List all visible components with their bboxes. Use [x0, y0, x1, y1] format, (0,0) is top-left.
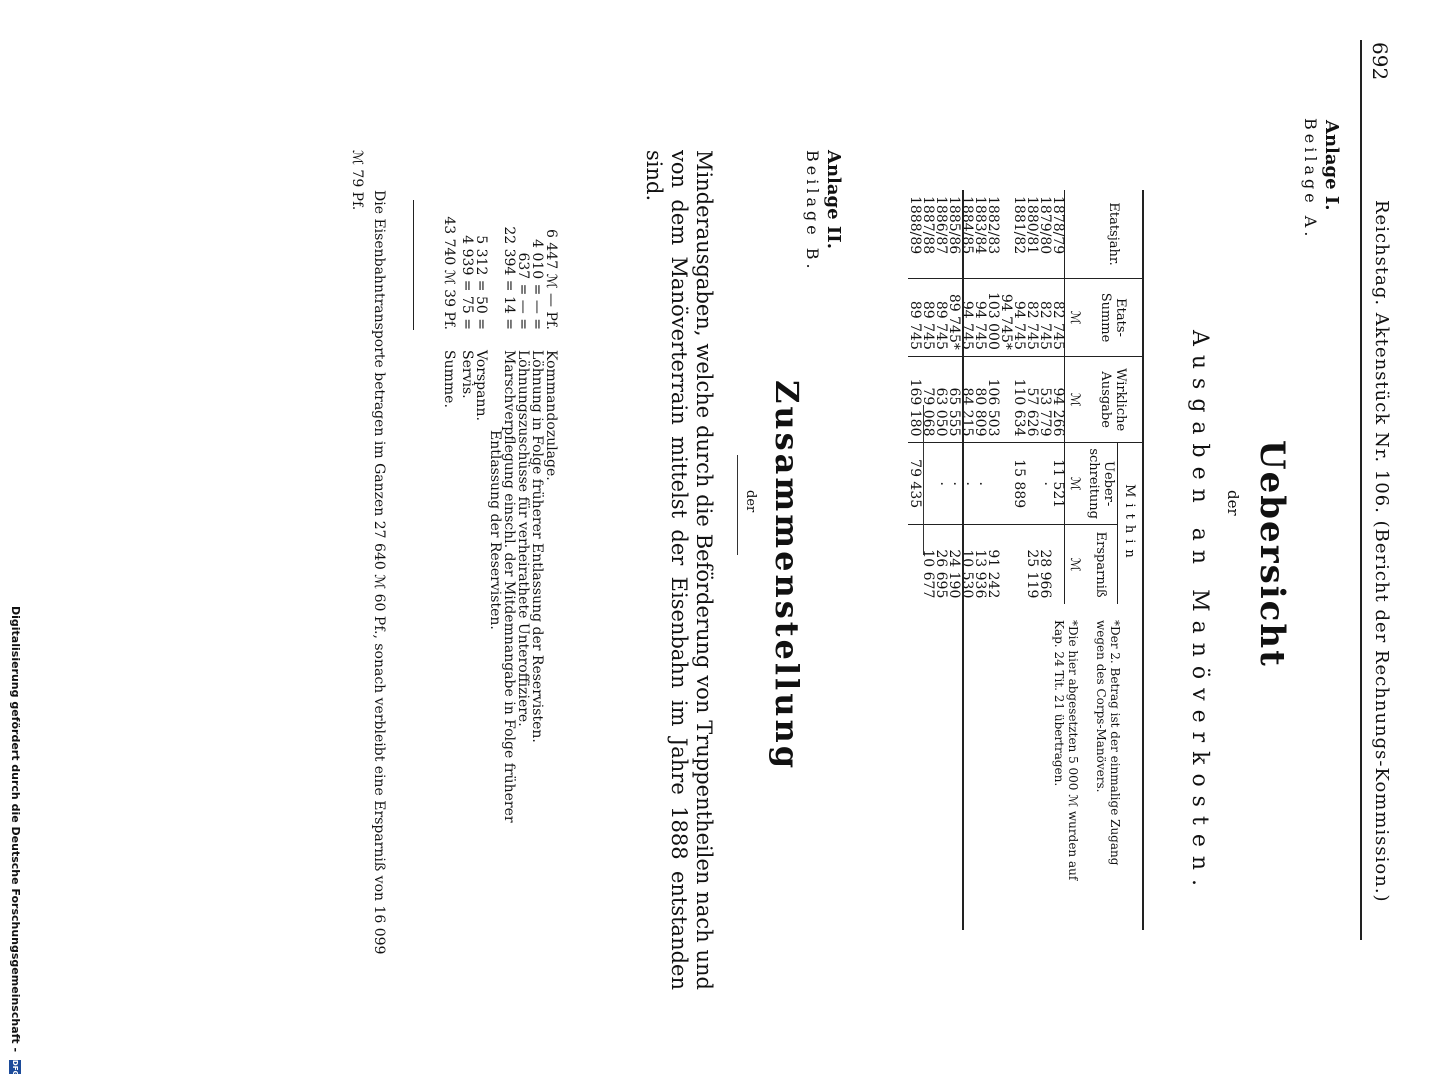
item-amount: 6 447 ℳ — Pf.: [543, 229, 559, 330]
list-item: [442, 200, 456, 960]
item-amount: 637 = — =: [515, 252, 531, 330]
cell-ausgabe: 169 180: [908, 356, 921, 443]
minderausgaben-list: [442, 200, 558, 960]
cell-year: 1887/88: [920, 196, 936, 255]
unit-ausgabe: ℳ: [1065, 356, 1086, 443]
cell-year: 1884/85: [959, 196, 975, 255]
item-label: Löhnung in Folge früherer Entlassung der Reservisten.: [529, 350, 545, 743]
col-ueber: Ueber-schreitung: [1085, 443, 1118, 524]
cell-ersparnis: 26 695: [934, 524, 947, 604]
item-amount: 5 312 = 50 =: [473, 235, 489, 330]
sum-rule: [413, 200, 414, 330]
cell-etat: 94 745: [973, 279, 986, 357]
unit-ueber: ℳ: [1065, 443, 1086, 524]
item-amount: 43 740 ℳ 39 Pf.: [441, 216, 457, 330]
item-label: Marschverpflegung einschl. der Mitdemnangabe in Folge früherer: [501, 350, 517, 823]
cell-ersparnis: 13 936: [973, 524, 986, 604]
cell-year: 1888/89: [907, 196, 923, 255]
footnote-1: *Der 2. Betrag ist der einmalige Zugang wegen des Corps-Manövers.: [1094, 620, 1122, 866]
cell-etat: 82 745: [1038, 279, 1051, 357]
cell-ausgabe: 65 555: [947, 356, 960, 443]
closing-paragraph: [346, 150, 390, 970]
page-header: [1352, 0, 1392, 1000]
anlage-1-label: Anlage I.: [1321, 120, 1342, 211]
cell-ausgabe: 106 503: [986, 356, 999, 443]
cell-ersparnis: 24 190: [947, 524, 960, 604]
cell-year: 1882/83: [985, 196, 1001, 255]
list-item: [530, 200, 544, 960]
header-rule: [1360, 40, 1362, 940]
item-amount: 4 939 = 75 =: [459, 235, 475, 330]
running-head: Reichstag. Aktenstück Nr. 106. (Bericht der Rechnungs-Kommission.): [1371, 200, 1392, 903]
cell-etat: 94 745: [960, 279, 973, 357]
cell-ausgabe: 94 266: [1051, 356, 1065, 443]
uebersicht-title: Uebersicht: [1252, 440, 1292, 668]
list-item: [544, 200, 558, 960]
cell-etat: 103 000: [986, 279, 999, 357]
cell-ueber: ·: [960, 443, 973, 524]
unit-etat: ℳ: [1065, 279, 1086, 357]
unit-ersparnis: ℳ: [1065, 524, 1086, 604]
cell-ausgabe: 79 068: [921, 356, 934, 443]
beilage-b-label: Beilage B.: [803, 150, 822, 273]
col-wirkliche: Wirkliche Ausgabe: [1085, 356, 1143, 443]
col-ersparnis: Ersparniß: [1085, 524, 1118, 604]
cell-etat: 82 745: [1051, 279, 1065, 357]
cell-ersparnis: 10 530: [960, 524, 973, 604]
item-label: Servis.: [459, 350, 475, 399]
credit-text: Digitalisierung gefördert durch die Deutsche Forschungsgemeinschaft -: [9, 606, 22, 1053]
der-label-1: der: [1224, 490, 1242, 516]
cell-ersparnis: 28 966: [1038, 524, 1051, 604]
list-item: [460, 200, 474, 960]
col-year: Etatsjahr.: [1106, 202, 1121, 266]
beilage-a-label: Beilage A.: [1301, 118, 1320, 241]
dfg-logo-icon: DFG: [11, 1059, 19, 1076]
cell-ausgabe: 57 626: [1025, 356, 1038, 443]
cell-year: 1879/80: [1037, 196, 1053, 255]
list-item: [474, 200, 488, 960]
cell-ersparnis: [1051, 524, 1065, 604]
cell-ausgabe: 110 634: [1012, 356, 1025, 443]
der-label-2: der: [743, 490, 758, 513]
cell-ueber: 11 521: [1051, 443, 1065, 524]
cell-ausgabe: 63 050: [934, 356, 947, 443]
cell-ueber: ·: [947, 443, 960, 524]
cell-etat: 94 745*: [999, 279, 1012, 357]
cell-ueber: 15 889: [1012, 443, 1025, 524]
cell-etat: 89 745: [934, 279, 947, 357]
item-label: Entlassung der Reservisten.: [487, 430, 503, 630]
item-label: Kommandozulage.: [543, 350, 559, 481]
anlage-2-label: Anlage II.: [823, 150, 844, 249]
cell-year: 1881/82: [1011, 196, 1027, 255]
closing-text: Die Eisenbahntransporte betragen im Ganzen 27 640 ℳ 60 Pf., sonach verbleibt eine Ersparniß von 16 099 ℳ 79 Pf.: [349, 150, 387, 955]
zusammenstellung-title: Zusammenstellung: [768, 380, 806, 772]
footnotes: [1038, 620, 1122, 900]
cell-ersparnis: 91 242: [986, 524, 999, 604]
cell-year: 1885/86: [946, 196, 962, 255]
list-item: [502, 200, 516, 960]
col-etat: Etats-Summe: [1085, 279, 1143, 357]
item-amount: 22 394 = 14 =: [501, 226, 517, 330]
cell-ueber: ·: [973, 443, 986, 524]
cell-etat: 89 745: [908, 279, 921, 357]
list-item: [516, 200, 530, 960]
manoever-subtitle: Ausgaben an Manöverkosten.: [1187, 330, 1212, 895]
item-label: Summe.: [441, 350, 457, 408]
cell-etat: 94 745: [1012, 279, 1025, 357]
title-divider: [737, 455, 738, 555]
page-number: 692: [1368, 42, 1392, 81]
cell-year: 1878/79: [1050, 196, 1066, 255]
dfg-credit: [9, 606, 22, 1074]
list-item: [488, 200, 502, 960]
cell-ersparnis: 10 677: [921, 524, 934, 604]
cell-year: 1883/84: [972, 196, 988, 255]
cell-ueber: ·: [1038, 443, 1051, 524]
item-amount: 4 010 = — =: [529, 239, 545, 330]
cell-ausgabe: 80 809: [973, 356, 986, 443]
cell-ueber: 79 435: [908, 443, 921, 524]
cell-ausgabe: 84 215: [960, 356, 973, 443]
cell-ueber: ·: [934, 443, 947, 524]
cell-ausgabe: 53 779: [1038, 356, 1051, 443]
item-label: Vorspann.: [473, 350, 489, 421]
col-mithin: Mithin: [1118, 443, 1144, 604]
cell-etat: 89 745*: [947, 279, 960, 357]
cell-year: 1880/81: [1024, 196, 1040, 255]
section-divider: [923, 405, 924, 555]
minderausgaben-description: Minderausgaben, welche durch die Beförderung von Truppentheilen nach und von dem Manöverterrain mittelst der Eisenbahn im Jahre 1888 entstanden sind.: [642, 150, 716, 990]
cell-etat: 82 745: [1025, 279, 1038, 357]
footnote-2: *Die hier abgesetzten 5 000 ℳ wurden auf Kap. 24 Tit. 21 übertragen.: [1052, 620, 1080, 881]
cell-year: 1886/87: [933, 196, 949, 255]
cell-ersparnis: 25 119: [1025, 524, 1038, 604]
item-label: Löhnungszuschüsse für verheirathete Unteroffiziere.: [515, 350, 531, 727]
table-bottom-rule: [962, 190, 964, 930]
cell-etat: 89 745: [921, 279, 934, 357]
